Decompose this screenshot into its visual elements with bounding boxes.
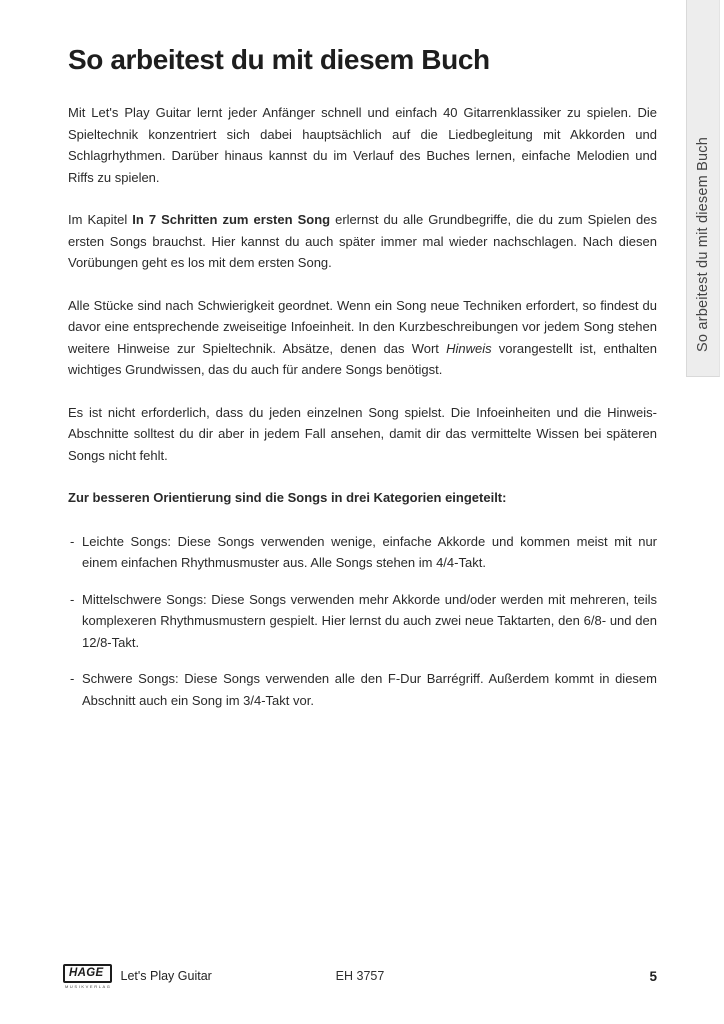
edition-number: EH 3757 — [335, 969, 385, 983]
bullet-marker: - — [70, 671, 75, 686]
text-segment: Mit Let's Play Guitar lernt jeder Anfänger schnell und einfach 40 Gitarrenklassiker zu spielen. Die Spieltechnik konzentriert sich dabei hauptsächlich auf die Liedbegleitung mit Akkorden und Schlagrhythmen. Darüber hinaus kannst du im Verlauf des Buches lernen, einfache Melodien und Riffs zu spielen. — [68, 105, 657, 185]
text-segment: erlernst du alle Grundbegriffe, die du zum Spielen des ersten Songs brauchst. Hier kannst du auch später immer mal wieder nachschlagen. Nach diesen Vorübungen geht es los mit dem ersten Song. — [68, 212, 657, 270]
text-segment: Im Kapitel — [68, 212, 133, 227]
series-title: Let's Play Guitar — [120, 969, 212, 983]
publisher-logo-subtext: MUSIKVERLAG — [65, 983, 112, 989]
bullet-text: Schwere Songs: Diese Songs verwenden alle den F-Dur Barrégriff. Außerdem kommt in diesem Abschnitt auch ein Song im 3/4-Takt vor. — [82, 671, 657, 708]
paragraph — [68, 102, 657, 188]
paragraph — [68, 402, 657, 467]
text-segment: vorangestellt ist, enthalten wichtiges Grundwissen, das du auch für andere Songs benötigst. — [68, 340, 657, 377]
page-number: 5 — [649, 968, 657, 984]
bullet-marker: - — [70, 591, 75, 607]
bullet-text: Leichte Songs: Diese Songs verwenden wenige, einfache Akkorde und kommen meist mit nur einem einfachen Rhythmusmuster aus. Alle Songs stehen im 4/4-Takt. — [82, 533, 657, 570]
list-item — [68, 668, 657, 711]
categories-intro: Zur besseren Orientierung sind die Songs in drei Kategorien eingeteilt: — [68, 490, 507, 505]
paragraph — [68, 209, 657, 274]
paragraph — [68, 295, 657, 381]
page-content — [68, 44, 657, 726]
bullet-text: Mittelschwere Songs: Diese Songs verwenden mehr Akkorde und/oder werden mit mehreren, teils komplexeren Rhythmusmustern gespielt. Hier lernst du auch zwei neue Taktarten, den 6/8- und den 12/8-Takt. — [82, 591, 657, 650]
publisher-logo-text: HAGE — [63, 964, 112, 983]
list-item — [68, 589, 657, 654]
chapter-tab — [686, 0, 720, 377]
publisher-logo — [63, 964, 112, 989]
footer-left — [63, 964, 336, 989]
text-segment-italic: Hinweis — [446, 340, 492, 356]
bullet-marker: - — [70, 533, 75, 549]
page-title: So arbeitest du mit diesem Buch — [68, 44, 490, 75]
list-item — [68, 531, 657, 574]
text-segment-bold: In 7 Schritten zum ersten Song — [132, 212, 331, 227]
text-segment: Es ist nicht erforderlich, dass du jeden einzelnen Song spielst. Die Infoeinheiten und die Hinweis-Abschnitte solltest du dir aber in jedem Fall ansehen, damit dir das vermittelte Wissen bei späteren Songs nicht fehlt. — [68, 404, 657, 463]
text-segment: Alle Stücke sind nach Schwierigkeit geordnet. Wenn ein Song neue Techniken erfordert, so findest du davor eine entsprechende zweiseitige Infoeinheit. In den Kurzbeschreibungen vor jedem Song stehen weitere Hinweise zur Spieltechnik. Absätze, denen das Wort — [68, 297, 657, 356]
page-footer — [63, 962, 657, 990]
chapter-tab-label: So arbeitest du mit diesem Buch — [695, 137, 711, 352]
